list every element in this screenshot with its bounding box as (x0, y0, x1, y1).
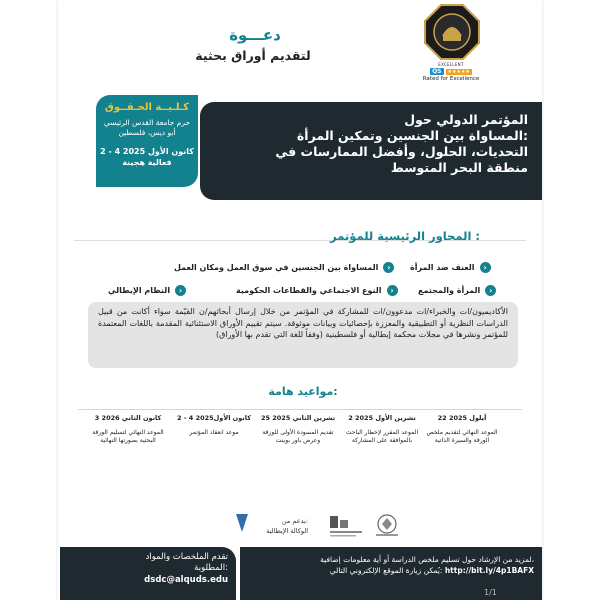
chevron-icon: › (387, 285, 398, 296)
support-label: بدعم من: (281, 517, 308, 525)
chevron-icon: › (383, 262, 394, 273)
date-description: الموعد المقرر لإخطار الباحث بالموافقة على المشاركة (345, 429, 419, 444)
info-line: يُمكن زيارة الموقع الإلكتروني التالي: (329, 566, 443, 575)
agency-logo (234, 512, 250, 534)
website-link[interactable]: http://bit.ly/4p1BAFX (444, 566, 534, 575)
agency-name: الوكالة الإيطالية (266, 527, 308, 535)
axis-item (418, 285, 496, 296)
date-item (258, 414, 338, 445)
event-dates (96, 146, 198, 168)
conference-title-card (200, 102, 542, 200)
page-sheet (58, 0, 542, 600)
chevron-icon: › (175, 285, 186, 296)
event-mode: فعالية هجينة (122, 158, 172, 167)
title-line: منطقة البحر المتوسط (390, 160, 528, 175)
date-item (88, 414, 168, 445)
page-number: 1/1 (484, 588, 497, 597)
axis-label: النوع الاجتماعي والقطاعات الحكومية (236, 286, 382, 295)
axis-item (410, 262, 491, 273)
invite-title: دعـــوة (229, 26, 281, 44)
date-value: 25 تشرين الثاني 2025 (260, 414, 336, 422)
date-line: 2 - 4 كانون الأول 2025 (100, 147, 194, 156)
date-value: 3 كانون الثاني 2026 (94, 414, 162, 422)
qs-rating-badge (415, 62, 487, 82)
axes-heading: المحاور الرئيسية للمؤتمر : (330, 229, 480, 243)
city-line: أبو ديس، فلسطين (118, 128, 176, 137)
title-line: المؤتمر الدولي حول (404, 112, 528, 127)
call-for-papers-text: الأكاديميون/ات والخبراء/ات مدعوون/ات للمشاركة في المؤتمر من خلال إرسال أبحاثهم/ن القيّمة سواء أكانت من قبيل الدراسات النظرية أو التطبيقية والمعززة بإحصائيات وبيانات موثوقة. سيتم تقييم الأوراق الاستئنائية المقدمة باللغات المعتمدة للمؤتمر ونشرها في مجلات محكمة إيطالية أو فلسطينية (وفقاً للغة التي تقدم بها الأوراق) (88, 302, 518, 368)
partner-support-text (248, 516, 308, 536)
axis-item (174, 262, 394, 273)
university-logo (424, 4, 480, 60)
submission-line: المطلوبة: (194, 563, 228, 573)
campus-location (96, 118, 198, 138)
axis-label: النظام الإيطالي (108, 286, 171, 295)
axis-label: المساواة بين الجنسين في سوق العمل ومكان العمل (174, 263, 379, 272)
axis-label: العنف ضد المرأة (410, 263, 475, 272)
date-item (342, 414, 422, 445)
date-value: 2 تشرين الأول 2025 (348, 414, 416, 422)
campus-line: حرم جامعة القدس الرئيسي (103, 118, 191, 127)
date-description: تقديم المسودة الأولى للورقة وعرض باور بوينت (262, 429, 334, 444)
date-item (174, 414, 254, 437)
timeline-line (78, 409, 522, 410)
date-item (422, 414, 502, 445)
info-line: لمزيد من الإرشاد حول تسليم ملخص الدراسة أو أية معلومات إضافية، (320, 555, 534, 564)
footer-submission-box (60, 547, 236, 600)
submission-email-link[interactable]: dsdc@alquds.edu (144, 575, 228, 585)
partner-organization-logo (328, 512, 364, 538)
submission-line: تقدم الملخصات والمواد (145, 552, 228, 562)
qs-stars-icon: ★★★★★ (447, 68, 470, 75)
partner-emblem-logo (370, 512, 404, 538)
date-description: الموعد النهائي لتقديم ملخص الورقة والسيرة الذاتية (426, 429, 498, 444)
chevron-icon: › (480, 262, 491, 273)
date-description: موعد انعقاد المؤتمر (189, 429, 239, 436)
dates-heading: مواعيد هامة: (268, 385, 338, 398)
date-value: 22 أيلول 2025 (437, 414, 487, 422)
faculty-name: كـلـيــة الحـقــوق (104, 102, 190, 113)
date-value: 2 - 4 كانون الأول2025 (177, 414, 251, 422)
qs-label: EXCELLENT (438, 62, 464, 67)
axis-item (236, 285, 398, 296)
chevron-icon: › (485, 285, 496, 296)
axis-label: المرأة والمجتمع (418, 286, 481, 295)
invite-subtitle: لتقديم أوراق بحثية (195, 48, 311, 63)
title-line: التحديات، الحلول، وأفضل الممارسات في (275, 144, 528, 159)
axis-item (108, 285, 186, 296)
title-line: المساواة بين الجنسين وتمكين المرأة: (296, 128, 528, 143)
date-description: الموعد النهائي لتسليم الورقة البحثية بصورتها النهائية (92, 429, 164, 444)
qs-logo: QS (432, 68, 442, 75)
venue-info-card (96, 95, 198, 187)
qs-rated-text: Rated for Excellence (422, 76, 480, 82)
